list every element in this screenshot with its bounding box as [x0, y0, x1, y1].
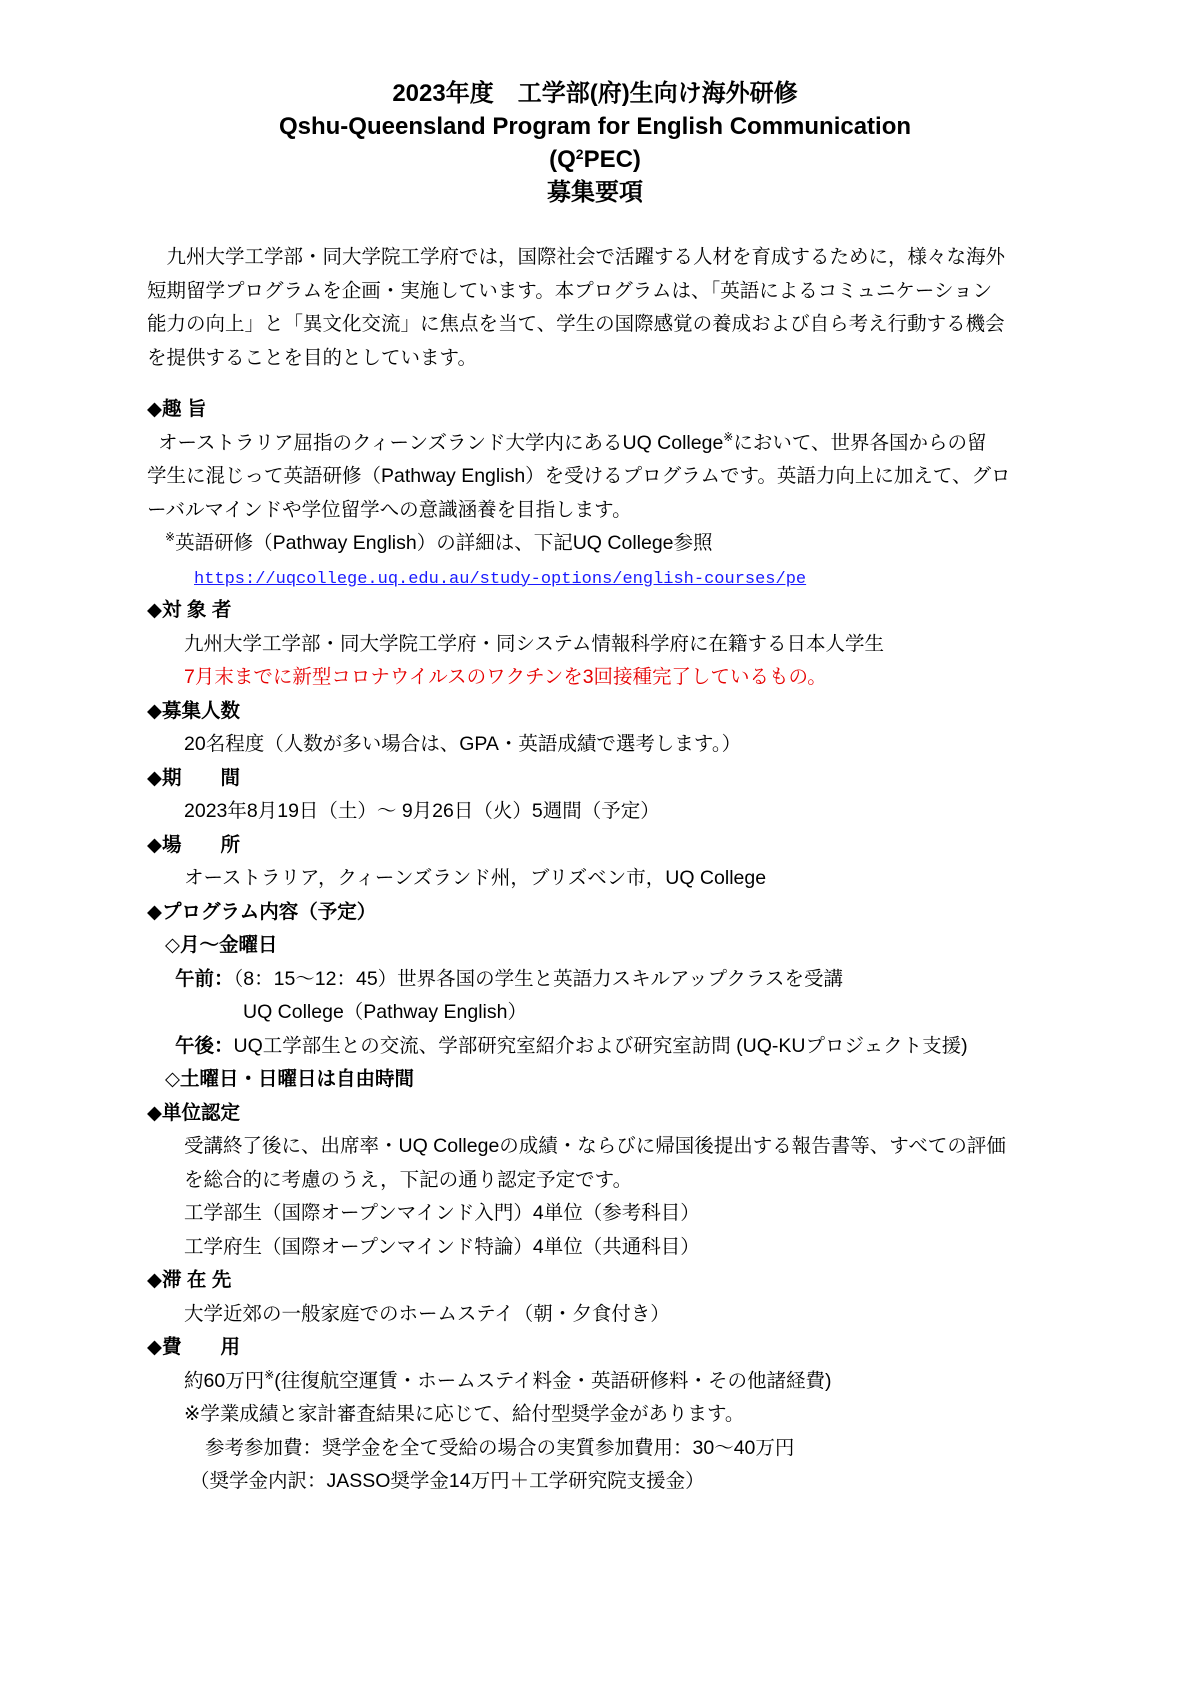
uq-college-link[interactable]: https://uqcollege.uq.edu.au/study-options/english-courses/pe — [194, 569, 807, 589]
vaccine-requirement: 7月末までに新型コロナウイルスのワクチンを3回接種完了しているもの。 — [184, 666, 827, 688]
intro-paragraph — [147, 241, 1007, 375]
credit-line: を総合的に考慮のうえ，下記の通り認定予定です。 — [184, 1168, 633, 1191]
purpose-line: 学生に混じって英語研修（Pathway English）を受けるプログラムです。英語力向上に加えて、グロ — [147, 465, 1011, 487]
intro-line: 九州大学工学部・同大学院工学府では，国際社会で活躍する人材を育成するために，様々な海外 — [147, 246, 1006, 268]
document-title — [0, 77, 1190, 209]
label: 午前： — [175, 967, 234, 990]
note-mark: ※ — [165, 530, 176, 544]
credit-line: 受講終了後に、出席率・UQ Collegeの成績・ならびに帰国後提出する報告書等、すべての評価 — [184, 1135, 1006, 1157]
intro-line: 能力の向上」と「異文化交流」に焦点を当て、学生の国際感覚の養成および自ら考え行動する機会 — [147, 313, 1005, 335]
text: オーストラリア屈指のクィーンズランド大学内にあるUQ College — [158, 431, 724, 454]
title-line-1: 2023年度 工学部(府)生向け海外研修 — [392, 80, 798, 107]
label: 午後： — [175, 1034, 234, 1057]
section-heading-credit: ◆単位認定 — [147, 1101, 240, 1124]
section-heading-capacity: ◆募集人数 — [147, 699, 240, 722]
scholarship-breakdown: （奨学金内訳：JASSO奨学金14万円＋工学研究院支援金） — [190, 1470, 705, 1492]
title-text: (Q — [549, 146, 576, 173]
place-line: オーストラリア，クィーンズランド州，ブリズベン市，UQ College — [184, 867, 767, 889]
title-line-2: Qshu-Queensland Program for English Communication — [278, 113, 912, 140]
weekend-heading: ◇土曜日・日曜日は自由時間 — [165, 1068, 414, 1090]
text: 約60万円 — [184, 1369, 265, 1392]
section-heading-period: ◆期 間 — [147, 766, 240, 789]
text: (往復航空運賃・ホームステイ料金・英語研修料・その他諸経費) — [274, 1369, 832, 1392]
text: UQ工学部生との交流、学部研究室紹介および研究室訪問 (UQ-KUプロジェクト支援) — [233, 1034, 968, 1057]
credit-line: 工学府生（国際オープンマインド特論）4単位（共通科目） — [184, 1235, 700, 1258]
capacity-line: 20名程度（人数が多い場合は、GPA・英語成績で選考します。） — [184, 733, 742, 755]
section-heading-stay: ◆滞 在 先 — [147, 1269, 232, 1291]
weekday-heading: ◇月～金曜日 — [165, 934, 278, 956]
section-heading-eligibility: ◆対 象 者 — [147, 599, 232, 621]
title-text: PEC) — [583, 146, 641, 173]
morning-line — [147, 963, 1017, 997]
afternoon-line — [147, 1030, 1017, 1064]
section-heading-program: ◆プログラム内容（予定） — [147, 900, 377, 923]
intro-line: 短期留学プログラムを企画・実施しています。本プログラムは、「英語によるコミュニケーション — [147, 279, 993, 302]
intro-line: を提供することを目的としています。 — [147, 346, 477, 369]
purpose-line: ーバルマインドや学位留学への意識涵養を目指します。 — [147, 498, 632, 521]
section-heading-cost: ◆費 用 — [147, 1336, 240, 1358]
purpose-line — [147, 427, 1017, 461]
note-mark: ※ — [264, 1367, 275, 1382]
eligibility-line: 九州大学工学部・同大学院工学府・同システム情報科学府に在籍する日本人学生 — [184, 632, 885, 655]
scholarship-note: ※学業成績と家計審査結果に応じて、給付型奨学金があります。 — [184, 1403, 745, 1425]
title-line-4: 募集要項 — [547, 179, 643, 206]
document-body — [147, 393, 1017, 1499]
morning-line-2: UQ College（Pathway English） — [243, 1001, 527, 1023]
purpose-note — [147, 527, 1017, 561]
text: 英語研修（Pathway English）の詳細は、下記UQ College参照 — [175, 532, 713, 554]
stay-line: 大学近郊の一般家庭でのホームステイ（朝・夕食付き） — [184, 1302, 670, 1325]
title-line-3 — [0, 143, 1190, 176]
superscript: 2 — [575, 146, 584, 162]
period-line: 2023年8月19日（土）～ 9月26日（火）5週間（予定） — [184, 800, 660, 822]
section-heading-purpose: ◆趣 旨 — [147, 398, 207, 420]
text: において、世界各国からの留 — [733, 431, 987, 454]
credit-line: 工学部生（国際オープンマインド入門）4単位（参考科目） — [184, 1202, 700, 1224]
text: （8：15～12：45）世界各国の学生と英語力スキルアップクラスを受講 — [233, 967, 843, 990]
section-heading-place: ◆場 所 — [147, 833, 240, 856]
cost-line — [147, 1365, 1017, 1399]
reference-cost: 参考参加費：奨学金を全て受給の場合の実質参加費用：30～40万円 — [205, 1436, 795, 1459]
note-mark: ※ — [723, 429, 734, 444]
